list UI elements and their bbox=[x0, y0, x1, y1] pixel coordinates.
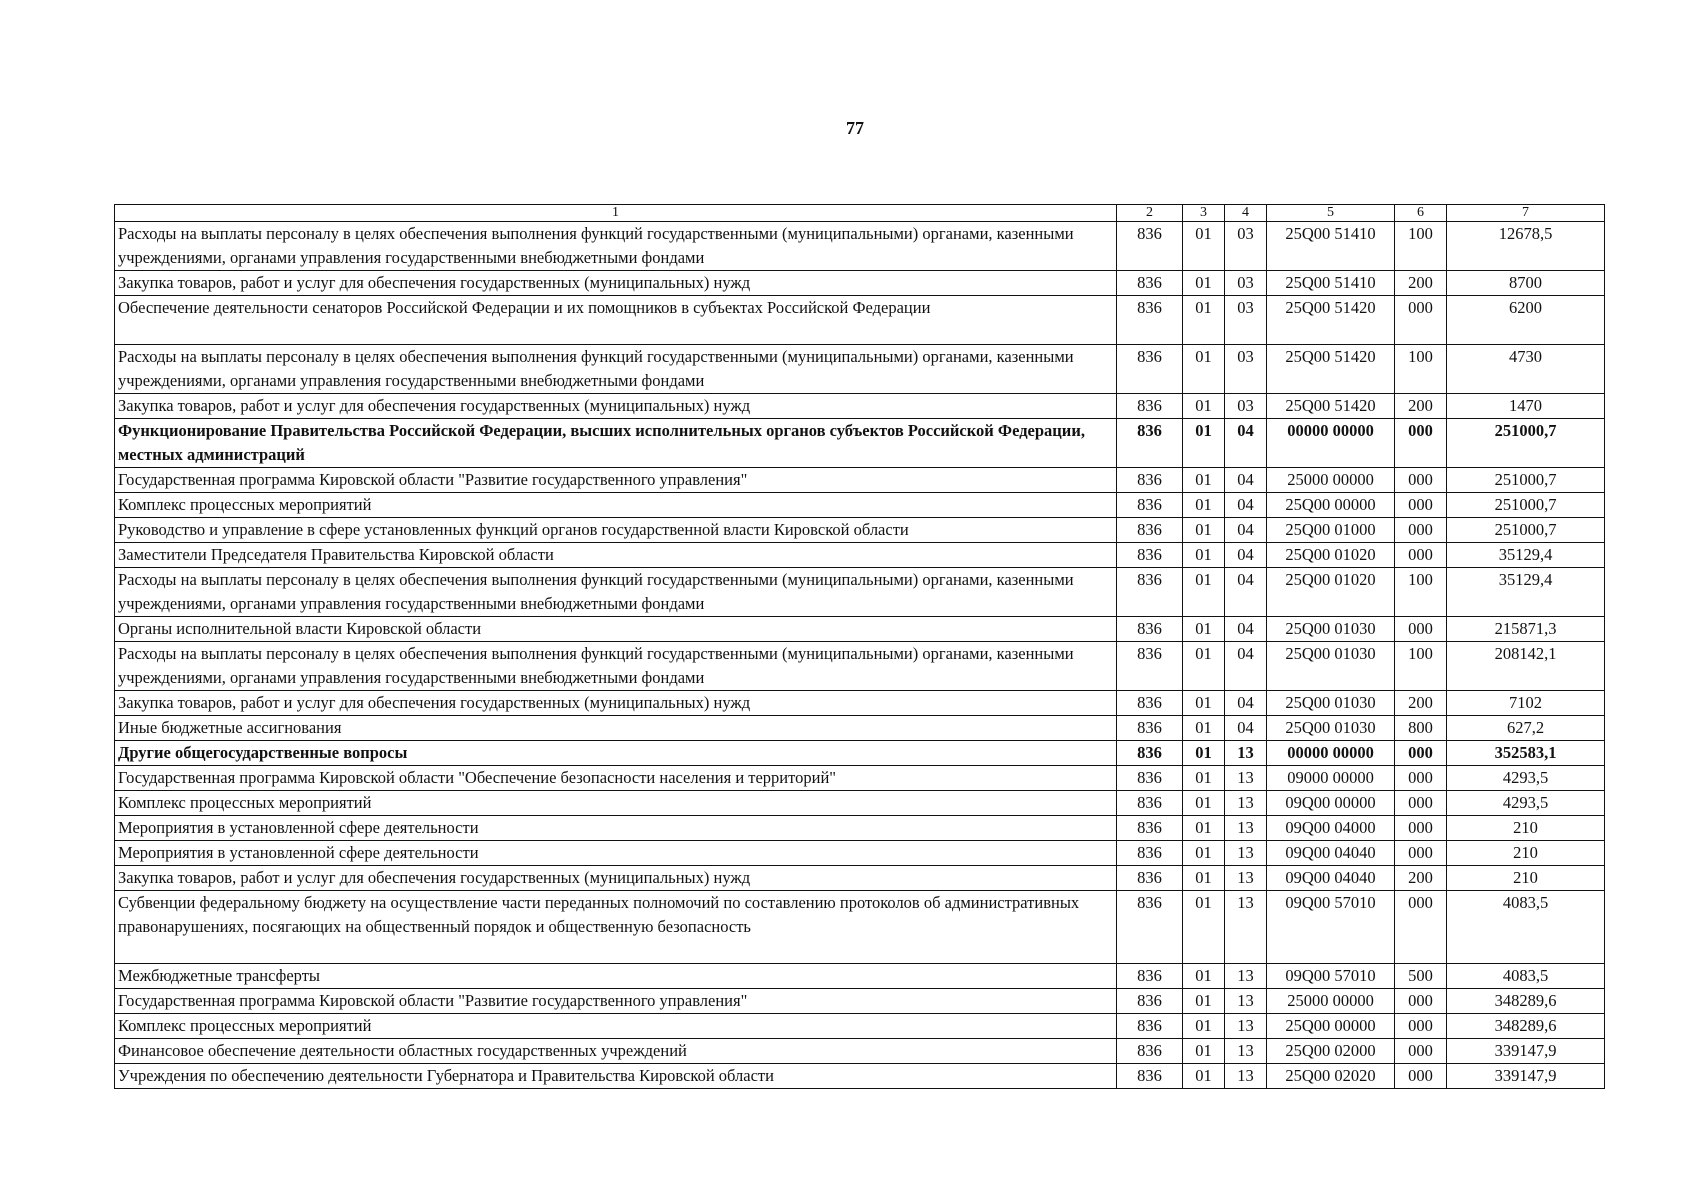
column-header: 7 bbox=[1447, 205, 1605, 222]
row-description: Комплекс процессных мероприятий bbox=[115, 493, 1117, 518]
cell-col2: 836 bbox=[1117, 296, 1183, 345]
table-row bbox=[115, 866, 1605, 891]
row-description: Закупка товаров, работ и услуг для обеспечения государственных (муниципальных) нужд bbox=[115, 394, 1117, 419]
cell-col3: 01 bbox=[1183, 816, 1225, 841]
cell-col2: 836 bbox=[1117, 766, 1183, 791]
cell-col6: 200 bbox=[1395, 271, 1447, 296]
row-description: Расходы на выплаты персоналу в целях обеспечения выполнения функций государственными (муниципальными) органами, казенными учреждениями, органами управления государственными внебюджетными фондами bbox=[115, 642, 1117, 691]
cell-amount: 35129,4 bbox=[1447, 543, 1605, 568]
cell-col2: 836 bbox=[1117, 394, 1183, 419]
table-row bbox=[115, 568, 1605, 617]
cell-col3: 01 bbox=[1183, 394, 1225, 419]
header-row bbox=[115, 205, 1605, 222]
cell-amount: 251000,7 bbox=[1447, 468, 1605, 493]
table-row bbox=[115, 1039, 1605, 1064]
cell-col4: 13 bbox=[1225, 841, 1267, 866]
row-description: Закупка товаров, работ и услуг для обеспечения государственных (муниципальных) нужд bbox=[115, 866, 1117, 891]
cell-col5: 09Q00 57010 bbox=[1267, 891, 1395, 964]
row-description: Расходы на выплаты персоналу в целях обеспечения выполнения функций государственными (муниципальными) органами, казенными учреждениями, органами управления государственными внебюджетными фондами bbox=[115, 345, 1117, 394]
cell-col5: 00000 00000 bbox=[1267, 741, 1395, 766]
cell-col2: 836 bbox=[1117, 419, 1183, 468]
cell-col2: 836 bbox=[1117, 543, 1183, 568]
cell-col3: 01 bbox=[1183, 791, 1225, 816]
cell-col2: 836 bbox=[1117, 568, 1183, 617]
table-row bbox=[115, 271, 1605, 296]
cell-col6: 000 bbox=[1395, 791, 1447, 816]
table-row bbox=[115, 989, 1605, 1014]
table-row bbox=[115, 766, 1605, 791]
row-description: Государственная программа Кировской области "Обеспечение безопасности населения и территорий" bbox=[115, 766, 1117, 791]
column-header: 3 bbox=[1183, 205, 1225, 222]
cell-col6: 000 bbox=[1395, 816, 1447, 841]
column-header: 4 bbox=[1225, 205, 1267, 222]
cell-amount: 12678,5 bbox=[1447, 222, 1605, 271]
cell-col2: 836 bbox=[1117, 841, 1183, 866]
cell-col6: 000 bbox=[1395, 493, 1447, 518]
cell-col5: 25Q00 01020 bbox=[1267, 543, 1395, 568]
cell-col6: 000 bbox=[1395, 1014, 1447, 1039]
cell-col5: 25Q00 51410 bbox=[1267, 222, 1395, 271]
cell-col2: 836 bbox=[1117, 1039, 1183, 1064]
cell-amount: 215871,3 bbox=[1447, 617, 1605, 642]
table-row bbox=[115, 642, 1605, 691]
cell-col4: 04 bbox=[1225, 617, 1267, 642]
cell-col2: 836 bbox=[1117, 1014, 1183, 1039]
cell-col6: 200 bbox=[1395, 866, 1447, 891]
table-row bbox=[115, 345, 1605, 394]
cell-col6: 000 bbox=[1395, 766, 1447, 791]
cell-amount: 352583,1 bbox=[1447, 741, 1605, 766]
cell-col3: 01 bbox=[1183, 222, 1225, 271]
table-row bbox=[115, 716, 1605, 741]
cell-col3: 01 bbox=[1183, 419, 1225, 468]
cell-col6: 000 bbox=[1395, 891, 1447, 964]
cell-col3: 01 bbox=[1183, 964, 1225, 989]
cell-col6: 000 bbox=[1395, 1064, 1447, 1089]
row-description: Мероприятия в установленной сфере деятельности bbox=[115, 841, 1117, 866]
cell-col6: 000 bbox=[1395, 518, 1447, 543]
table-row bbox=[115, 1064, 1605, 1089]
cell-amount: 208142,1 bbox=[1447, 642, 1605, 691]
table-row bbox=[115, 964, 1605, 989]
cell-col4: 03 bbox=[1225, 271, 1267, 296]
row-description: Иные бюджетные ассигнования bbox=[115, 716, 1117, 741]
table-row bbox=[115, 518, 1605, 543]
cell-amount: 1470 bbox=[1447, 394, 1605, 419]
row-description: Закупка товаров, работ и услуг для обеспечения государственных (муниципальных) нужд bbox=[115, 691, 1117, 716]
cell-amount: 210 bbox=[1447, 841, 1605, 866]
cell-col3: 01 bbox=[1183, 493, 1225, 518]
cell-col5: 25Q00 00000 bbox=[1267, 493, 1395, 518]
cell-col4: 13 bbox=[1225, 1014, 1267, 1039]
table-row bbox=[115, 222, 1605, 271]
cell-col4: 04 bbox=[1225, 419, 1267, 468]
cell-col3: 01 bbox=[1183, 468, 1225, 493]
cell-col3: 01 bbox=[1183, 1039, 1225, 1064]
cell-col3: 01 bbox=[1183, 1064, 1225, 1089]
cell-col6: 000 bbox=[1395, 841, 1447, 866]
cell-col3: 01 bbox=[1183, 989, 1225, 1014]
cell-col6: 100 bbox=[1395, 345, 1447, 394]
cell-col6: 000 bbox=[1395, 468, 1447, 493]
cell-col3: 01 bbox=[1183, 866, 1225, 891]
cell-col5: 25Q00 51410 bbox=[1267, 271, 1395, 296]
cell-col2: 836 bbox=[1117, 989, 1183, 1014]
cell-col4: 13 bbox=[1225, 816, 1267, 841]
cell-col6: 200 bbox=[1395, 394, 1447, 419]
cell-col2: 836 bbox=[1117, 964, 1183, 989]
table-row bbox=[115, 691, 1605, 716]
cell-col4: 13 bbox=[1225, 964, 1267, 989]
cell-col6: 000 bbox=[1395, 741, 1447, 766]
cell-col5: 00000 00000 bbox=[1267, 419, 1395, 468]
cell-col2: 836 bbox=[1117, 222, 1183, 271]
table-row bbox=[115, 791, 1605, 816]
cell-col6: 000 bbox=[1395, 543, 1447, 568]
row-description: Функционирование Правительства Российской Федерации, высших исполнительных органов субъектов Российской Федерации, местных администраций bbox=[115, 419, 1117, 468]
row-description: Комплекс процессных мероприятий bbox=[115, 791, 1117, 816]
cell-col5: 25Q00 01030 bbox=[1267, 716, 1395, 741]
cell-col6: 100 bbox=[1395, 642, 1447, 691]
row-description: Субвенции федеральному бюджету на осуществление части переданных полномочий по составлению протоколов об административных правонарушениях, посягающих на общественный порядок и общественную безопасность bbox=[115, 891, 1117, 964]
cell-amount: 251000,7 bbox=[1447, 419, 1605, 468]
row-description: Органы исполнительной власти Кировской области bbox=[115, 617, 1117, 642]
cell-amount: 251000,7 bbox=[1447, 493, 1605, 518]
cell-col3: 01 bbox=[1183, 296, 1225, 345]
cell-col2: 836 bbox=[1117, 271, 1183, 296]
cell-col5: 25000 00000 bbox=[1267, 989, 1395, 1014]
cell-col6: 200 bbox=[1395, 691, 1447, 716]
cell-col3: 01 bbox=[1183, 617, 1225, 642]
cell-amount: 210 bbox=[1447, 866, 1605, 891]
cell-amount: 7102 bbox=[1447, 691, 1605, 716]
cell-col4: 03 bbox=[1225, 222, 1267, 271]
cell-col4: 03 bbox=[1225, 345, 1267, 394]
table-body bbox=[115, 222, 1605, 1089]
column-header: 6 bbox=[1395, 205, 1447, 222]
row-description: Государственная программа Кировской области "Развитие государственного управления" bbox=[115, 989, 1117, 1014]
cell-col4: 04 bbox=[1225, 518, 1267, 543]
cell-col4: 04 bbox=[1225, 468, 1267, 493]
cell-amount: 4083,5 bbox=[1447, 891, 1605, 964]
row-description: Заместители Председателя Правительства Кировской области bbox=[115, 543, 1117, 568]
row-description: Расходы на выплаты персоналу в целях обеспечения выполнения функций государственными (муниципальными) органами, казенными учреждениями, органами управления государственными внебюджетными фондами bbox=[115, 568, 1117, 617]
column-header: 1 bbox=[115, 205, 1117, 222]
cell-col6: 000 bbox=[1395, 989, 1447, 1014]
cell-col3: 01 bbox=[1183, 642, 1225, 691]
table-row bbox=[115, 296, 1605, 345]
cell-col3: 01 bbox=[1183, 841, 1225, 866]
row-description: Учреждения по обеспечению деятельности Губернатора и Правительства Кировской области bbox=[115, 1064, 1117, 1089]
cell-col6: 100 bbox=[1395, 222, 1447, 271]
table-row bbox=[115, 1014, 1605, 1039]
cell-col3: 01 bbox=[1183, 691, 1225, 716]
cell-col3: 01 bbox=[1183, 568, 1225, 617]
cell-col6: 000 bbox=[1395, 617, 1447, 642]
table-row bbox=[115, 891, 1605, 964]
cell-col5: 25Q00 01030 bbox=[1267, 691, 1395, 716]
cell-col4: 04 bbox=[1225, 568, 1267, 617]
cell-col4: 04 bbox=[1225, 691, 1267, 716]
cell-col3: 01 bbox=[1183, 271, 1225, 296]
cell-amount: 251000,7 bbox=[1447, 518, 1605, 543]
row-description: Комплекс процессных мероприятий bbox=[115, 1014, 1117, 1039]
row-description: Руководство и управление в сфере установленных функций органов государственной власти Кировской области bbox=[115, 518, 1117, 543]
cell-col5: 25Q00 01030 bbox=[1267, 617, 1395, 642]
cell-amount: 4293,5 bbox=[1447, 766, 1605, 791]
cell-col4: 13 bbox=[1225, 891, 1267, 964]
cell-col5: 25Q00 02020 bbox=[1267, 1064, 1395, 1089]
cell-col4: 13 bbox=[1225, 989, 1267, 1014]
cell-col4: 03 bbox=[1225, 394, 1267, 419]
row-description: Обеспечение деятельности сенаторов Российской Федерации и их помощников в субъектах Российской Федерации bbox=[115, 296, 1117, 345]
cell-col2: 836 bbox=[1117, 468, 1183, 493]
cell-col5: 25Q00 51420 bbox=[1267, 394, 1395, 419]
cell-col5: 09000 00000 bbox=[1267, 766, 1395, 791]
cell-col5: 25Q00 51420 bbox=[1267, 345, 1395, 394]
row-description: Государственная программа Кировской области "Развитие государственного управления" bbox=[115, 468, 1117, 493]
cell-col6: 000 bbox=[1395, 419, 1447, 468]
cell-amount: 339147,9 bbox=[1447, 1064, 1605, 1089]
cell-col2: 836 bbox=[1117, 345, 1183, 394]
cell-amount: 35129,4 bbox=[1447, 568, 1605, 617]
row-description: Закупка товаров, работ и услуг для обеспечения государственных (муниципальных) нужд bbox=[115, 271, 1117, 296]
cell-amount: 4730 bbox=[1447, 345, 1605, 394]
cell-col2: 836 bbox=[1117, 891, 1183, 964]
cell-col3: 01 bbox=[1183, 741, 1225, 766]
cell-col3: 01 bbox=[1183, 543, 1225, 568]
cell-col4: 13 bbox=[1225, 766, 1267, 791]
cell-col2: 836 bbox=[1117, 642, 1183, 691]
cell-amount: 627,2 bbox=[1447, 716, 1605, 741]
cell-col2: 836 bbox=[1117, 518, 1183, 543]
cell-amount: 4083,5 bbox=[1447, 964, 1605, 989]
row-description: Финансовое обеспечение деятельности областных государственных учреждений bbox=[115, 1039, 1117, 1064]
cell-col2: 836 bbox=[1117, 741, 1183, 766]
cell-col2: 836 bbox=[1117, 1064, 1183, 1089]
cell-col2: 836 bbox=[1117, 791, 1183, 816]
table-row bbox=[115, 816, 1605, 841]
cell-col5: 09Q00 57010 bbox=[1267, 964, 1395, 989]
cell-col5: 09Q00 04040 bbox=[1267, 841, 1395, 866]
cell-col2: 836 bbox=[1117, 691, 1183, 716]
cell-col4: 03 bbox=[1225, 296, 1267, 345]
cell-amount: 339147,9 bbox=[1447, 1039, 1605, 1064]
cell-col6: 100 bbox=[1395, 568, 1447, 617]
cell-col4: 13 bbox=[1225, 1039, 1267, 1064]
table-row bbox=[115, 543, 1605, 568]
cell-amount: 348289,6 bbox=[1447, 989, 1605, 1014]
cell-col3: 01 bbox=[1183, 766, 1225, 791]
cell-col4: 04 bbox=[1225, 642, 1267, 691]
cell-amount: 210 bbox=[1447, 816, 1605, 841]
cell-col5: 09Q00 04000 bbox=[1267, 816, 1395, 841]
cell-col5: 25Q00 51420 bbox=[1267, 296, 1395, 345]
cell-col5: 25Q00 00000 bbox=[1267, 1014, 1395, 1039]
table-row-section bbox=[115, 741, 1605, 766]
cell-col3: 01 bbox=[1183, 716, 1225, 741]
column-header: 2 bbox=[1117, 205, 1183, 222]
cell-col5: 09Q00 00000 bbox=[1267, 791, 1395, 816]
cell-col4: 04 bbox=[1225, 543, 1267, 568]
cell-amount: 8700 bbox=[1447, 271, 1605, 296]
cell-col4: 04 bbox=[1225, 493, 1267, 518]
cell-col3: 01 bbox=[1183, 1014, 1225, 1039]
cell-col5: 25Q00 02000 bbox=[1267, 1039, 1395, 1064]
cell-col2: 836 bbox=[1117, 866, 1183, 891]
cell-col2: 836 bbox=[1117, 716, 1183, 741]
cell-col3: 01 bbox=[1183, 891, 1225, 964]
cell-col4: 13 bbox=[1225, 866, 1267, 891]
cell-col5: 25000 00000 bbox=[1267, 468, 1395, 493]
cell-col5: 25Q00 01030 bbox=[1267, 642, 1395, 691]
row-description: Межбюджетные трансферты bbox=[115, 964, 1117, 989]
cell-col5: 09Q00 04040 bbox=[1267, 866, 1395, 891]
cell-col5: 25Q00 01020 bbox=[1267, 568, 1395, 617]
cell-col2: 836 bbox=[1117, 816, 1183, 841]
table-row bbox=[115, 841, 1605, 866]
table-row-section bbox=[115, 419, 1605, 468]
row-description: Мероприятия в установленной сфере деятельности bbox=[115, 816, 1117, 841]
cell-col4: 13 bbox=[1225, 741, 1267, 766]
table-row bbox=[115, 493, 1605, 518]
row-description: Другие общегосударственные вопросы bbox=[115, 741, 1117, 766]
table-row bbox=[115, 617, 1605, 642]
cell-amount: 348289,6 bbox=[1447, 1014, 1605, 1039]
cell-amount: 6200 bbox=[1447, 296, 1605, 345]
cell-col3: 01 bbox=[1183, 345, 1225, 394]
cell-col4: 13 bbox=[1225, 1064, 1267, 1089]
cell-col6: 500 bbox=[1395, 964, 1447, 989]
cell-col4: 04 bbox=[1225, 716, 1267, 741]
cell-col2: 836 bbox=[1117, 617, 1183, 642]
cell-col5: 25Q00 01000 bbox=[1267, 518, 1395, 543]
table-row bbox=[115, 468, 1605, 493]
column-header: 5 bbox=[1267, 205, 1395, 222]
cell-col4: 13 bbox=[1225, 791, 1267, 816]
cell-col6: 000 bbox=[1395, 296, 1447, 345]
budget-table bbox=[114, 204, 1605, 1089]
cell-col2: 836 bbox=[1117, 493, 1183, 518]
cell-amount: 4293,5 bbox=[1447, 791, 1605, 816]
page-number: 77 bbox=[846, 118, 864, 138]
cell-col6: 800 bbox=[1395, 716, 1447, 741]
cell-col6: 000 bbox=[1395, 1039, 1447, 1064]
table-row bbox=[115, 394, 1605, 419]
cell-col3: 01 bbox=[1183, 518, 1225, 543]
row-description: Расходы на выплаты персоналу в целях обеспечения выполнения функций государственными (муниципальными) органами, казенными учреждениями, органами управления государственными внебюджетными фондами bbox=[115, 222, 1117, 271]
